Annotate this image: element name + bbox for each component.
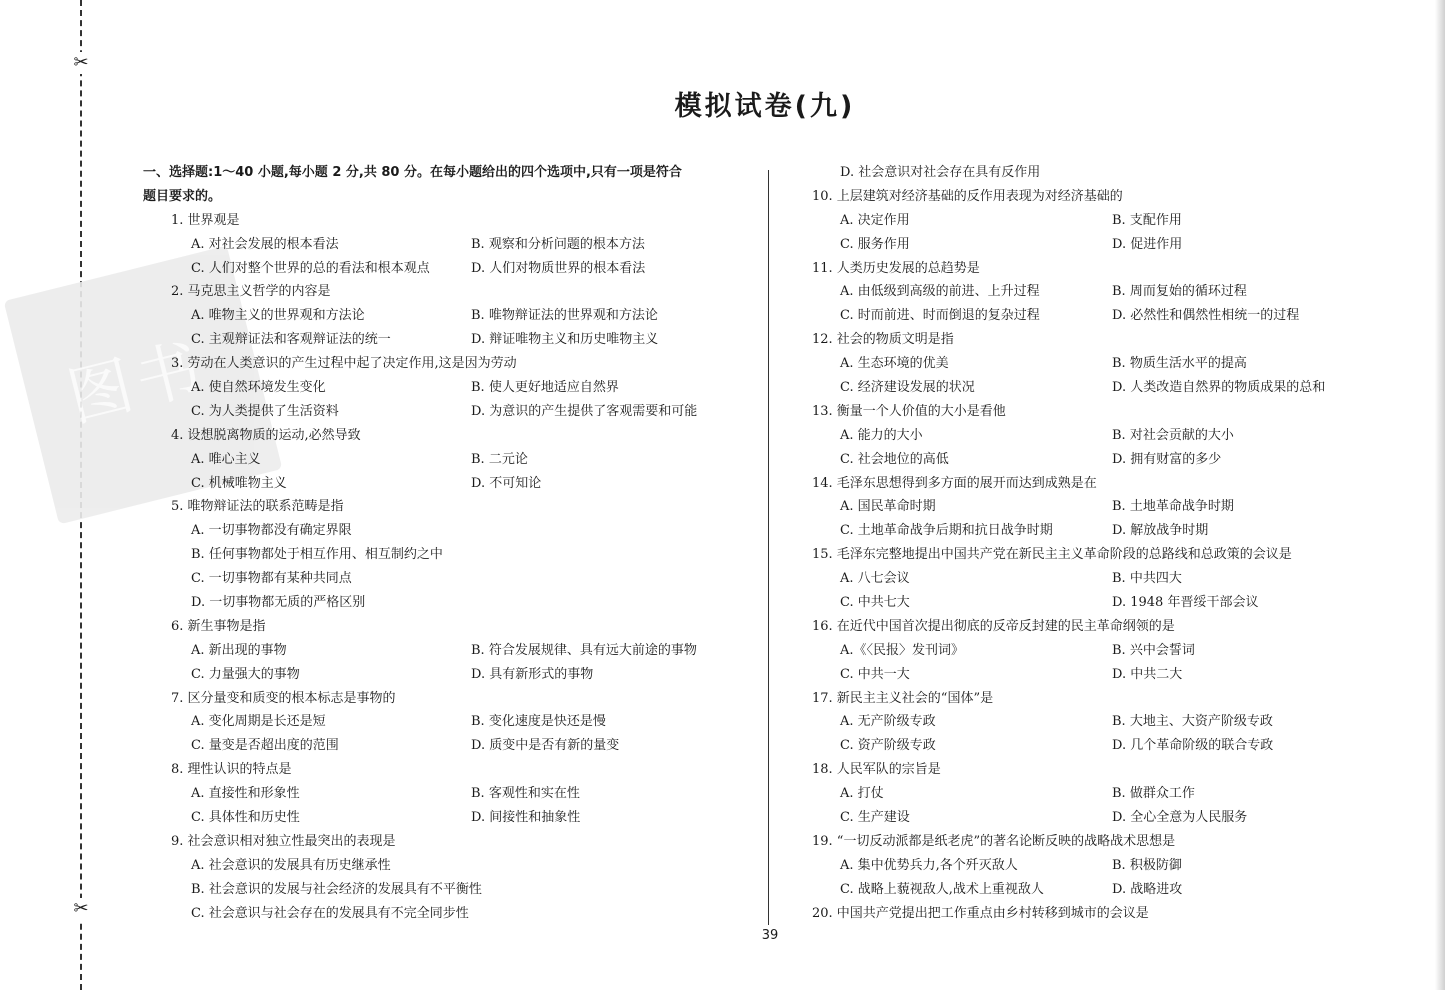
answer-option: A. 由低级到高级的前进、上升过程 — [840, 284, 1040, 300]
answer-option: A. 对社会发展的根本看法 — [191, 236, 339, 252]
answer-option: C. 资产阶级专政 — [840, 738, 936, 754]
answer-option: D. 一切事物都无质的严格区别 — [191, 595, 366, 611]
question-stem: 10. 上层建筑对经济基础的反作用表现为对经济基础的 — [812, 188, 1123, 204]
answer-option: C. 力量强大的事物 — [191, 666, 300, 682]
question-stem: 8. 理性认识的特点是 — [171, 762, 292, 778]
answer-option: B. 物质生活水平的提高 — [1112, 356, 1247, 372]
answer-option: A. 打仗 — [840, 786, 884, 802]
question-stem: 5. 唯物辩证法的联系范畴是指 — [171, 499, 344, 515]
page-number: 39 — [761, 928, 779, 943]
option-row — [812, 854, 1412, 878]
answer-option: C. 生产建设 — [840, 810, 910, 826]
option-row — [812, 519, 1412, 543]
option-row — [143, 233, 763, 257]
answer-option: C. 社会地位的高低 — [840, 451, 949, 467]
question-stem: 19. “一切反动派都是纸老虎”的著名论断反映的战略战术思想是 — [812, 833, 1176, 849]
answer-option: B. 唯物辩证法的世界观和方法论 — [471, 308, 658, 324]
answer-option: A. 国民革命时期 — [840, 499, 936, 515]
option-row — [812, 233, 1412, 257]
answer-option: A. 唯物主义的世界观和方法论 — [191, 308, 365, 324]
answer-option: A. 一切事物都没有确定界限 — [191, 523, 352, 539]
option-row — [143, 472, 763, 496]
answer-option: C. 为人类提供了生活资料 — [191, 403, 339, 419]
question-stem: 6. 新生事物是指 — [171, 618, 266, 634]
question-stem: 20. 中国共产党提出把工作重点由乡村转移到城市的会议是 — [812, 905, 1149, 921]
question-stem: 9. 社会意识相对独立性最突出的表现是 — [171, 833, 396, 849]
answer-option: D. 具有新形式的事物 — [471, 666, 594, 682]
option-row — [812, 304, 1412, 328]
answer-option: D. 人类改造自然界的物质成果的总和 — [1112, 380, 1326, 396]
answer-option: D. 不可知论 — [471, 475, 542, 491]
answer-option: B. 客观性和实在性 — [471, 786, 580, 802]
scissors-icon: ✂ — [70, 898, 92, 920]
answer-option: D. 1948 年晋绥干部会议 — [1112, 595, 1259, 611]
answer-option: D. 必然性和偶然性相统一的过程 — [1112, 308, 1300, 324]
question-stem: 1. 世界观是 — [171, 212, 240, 228]
option-row — [812, 448, 1412, 472]
option-row — [812, 591, 1412, 615]
option-row — [143, 257, 763, 281]
option-row — [812, 663, 1412, 687]
question-stem: 7. 区分量变和质变的根本标志是事物的 — [171, 690, 396, 706]
question-stem: 14. 毛泽东思想得到多方面的展开而达到成熟是在 — [812, 475, 1097, 491]
answer-option: D. 全心全意为人民服务 — [1112, 810, 1248, 826]
answer-option: B. 中共四大 — [1112, 571, 1182, 587]
answer-option: A. 能力的大小 — [840, 427, 923, 443]
answer-option: A. 生态环境的优美 — [840, 356, 949, 372]
option-row — [812, 352, 1412, 376]
answer-option: C. 具体性和历史性 — [191, 810, 300, 826]
question-stem: 16. 在近代中国首次提出彻底的反帝反封建的民主革命纲领的是 — [812, 618, 1175, 634]
option-row — [812, 710, 1412, 734]
answer-option: B. 土地革命战争时期 — [1112, 499, 1234, 515]
option-row — [143, 328, 763, 352]
answer-option: D. 质变中是否有新的量变 — [471, 738, 620, 754]
answer-option: C. 量变是否超出度的范围 — [191, 738, 339, 754]
answer-option: C. 主观辩证法和客观辩证法的统一 — [191, 332, 391, 348]
answer-option: D. 拥有财富的多少 — [1112, 451, 1222, 467]
answer-option: C. 人们对整个世界的总的看法和根本观点 — [191, 260, 430, 276]
option-row — [812, 734, 1412, 758]
answer-option: B. 大地主、大资产阶级专政 — [1112, 714, 1273, 730]
answer-option: A. 集中优势兵力,各个歼灭敌人 — [840, 857, 1018, 873]
answer-option: C. 社会意识与社会存在的发展具有不完全同步性 — [191, 905, 469, 921]
option-row — [812, 280, 1412, 304]
answer-option: B. 任何事物都处于相互作用、相互制约之中 — [191, 547, 443, 563]
section-instruction: 一、选择题:1～40 小题,每小题 2 分,共 80 分。在每小题给出的四个选项中,只有一项是符合 — [143, 165, 682, 180]
option-row — [812, 209, 1412, 233]
question-stem: 18. 人民军队的宗旨是 — [812, 762, 941, 778]
answer-option: A. 新出现的事物 — [191, 642, 287, 658]
scissors-icon: ✂ — [70, 52, 92, 74]
answer-option: A. 使自然环境发生变化 — [191, 380, 326, 396]
answer-option: D. 解放战争时期 — [1112, 523, 1209, 539]
answer-option: A. 决定作用 — [840, 212, 910, 228]
option-row — [812, 639, 1412, 663]
answer-option: B. 社会意识的发展与社会经济的发展具有不平衡性 — [191, 881, 482, 897]
option-row — [143, 376, 763, 400]
answer-option: C. 土地革命战争后期和抗日战争时期 — [840, 523, 1053, 539]
question-stem: 11. 人类历史发展的总趋势是 — [812, 260, 980, 276]
option-row — [143, 663, 763, 687]
column-divider — [768, 170, 769, 925]
option-row — [812, 782, 1412, 806]
answer-option: A. 无产阶级专政 — [840, 714, 936, 730]
question-stem: 17. 新民主主义社会的“国体”是 — [812, 690, 994, 706]
answer-option: C. 机械唯物主义 — [191, 475, 287, 491]
option-row — [143, 448, 763, 472]
answer-option: B. 使人更好地适应自然界 — [471, 380, 619, 396]
answer-option: C. 一切事物都有某种共同点 — [191, 571, 352, 587]
answer-option: A. 变化周期是长还是短 — [191, 714, 326, 730]
option-row — [143, 400, 763, 424]
answer-option: A. 八七会议 — [840, 571, 910, 587]
option-row — [812, 424, 1412, 448]
answer-option: D. 中共二大 — [1112, 666, 1183, 682]
answer-option: D. 社会意识对社会存在具有反作用 — [840, 165, 1041, 180]
answer-option: B. 对社会贡献的大小 — [1112, 427, 1234, 443]
option-row — [143, 806, 763, 830]
answer-option: A. 直接性和形象性 — [191, 786, 300, 802]
answer-option: B. 积极防御 — [1112, 857, 1182, 873]
option-row — [143, 639, 763, 663]
answer-option: C. 中共七大 — [840, 595, 910, 611]
page-edge-shadow — [1435, 0, 1445, 990]
answer-option: A.《〈民报〉发刊词》 — [840, 642, 965, 658]
option-row — [143, 782, 763, 806]
answer-option: D. 为意识的产生提供了客观需要和可能 — [471, 403, 698, 419]
answer-option: D. 促进作用 — [1112, 236, 1183, 252]
option-row — [812, 376, 1412, 400]
answer-option: D. 人们对物质世界的根本看法 — [471, 260, 646, 276]
answer-option: B. 做群众工作 — [1112, 786, 1195, 802]
answer-option: D. 间接性和抽象性 — [471, 810, 581, 826]
option-row — [812, 567, 1412, 591]
question-stem: 2. 马克思主义哲学的内容是 — [171, 284, 331, 300]
option-row — [143, 304, 763, 328]
answer-option: B. 观察和分析问题的根本方法 — [471, 236, 645, 252]
question-stem: 15. 毛泽东完整地提出中国共产党在新民主主义革命阶段的总路线和总政策的会议是 — [812, 547, 1292, 563]
answer-option: C. 时而前进、时而倒退的复杂过程 — [840, 308, 1040, 324]
answer-option: B. 支配作用 — [1112, 212, 1182, 228]
answer-option: C. 战略上藐视敌人,战术上重视敌人 — [840, 881, 1044, 897]
answer-option: D. 几个革命阶级的联合专政 — [1112, 738, 1274, 754]
option-row — [812, 806, 1412, 830]
answer-option: D. 辩证唯物主义和历史唯物主义 — [471, 332, 659, 348]
right-column — [812, 161, 1412, 926]
answer-option: C. 中共一大 — [840, 666, 910, 682]
section-instruction: 题目要求的。 — [143, 188, 222, 204]
answer-option: C. 经济建设发展的状况 — [840, 380, 975, 396]
answer-option: C. 服务作用 — [840, 236, 910, 252]
answer-option: A. 唯心主义 — [191, 451, 261, 467]
page-title: 模拟试卷(九) — [674, 91, 856, 122]
answer-option: A. 社会意识的发展具有历史继承性 — [191, 857, 391, 873]
answer-option: B. 兴中会誓词 — [1112, 642, 1195, 658]
answer-option: D. 战略进攻 — [1112, 881, 1183, 897]
answer-option: B. 周而复始的循环过程 — [1112, 284, 1247, 300]
question-stem: 12. 社会的物质文明是指 — [812, 332, 954, 348]
left-column — [143, 161, 763, 926]
option-row — [812, 878, 1412, 902]
question-stem: 13. 衡量一个人价值的大小是看他 — [812, 403, 1006, 419]
question-stem: 4. 设想脱离物质的运动,必然导致 — [171, 427, 361, 443]
option-row — [143, 710, 763, 734]
question-stem: 3. 劳动在人类意识的产生过程中起了决定作用,这是因为劳动 — [171, 356, 517, 372]
answer-option: B. 符合发展规律、具有远大前途的事物 — [471, 642, 697, 658]
answer-option: B. 变化速度是快还是慢 — [471, 714, 606, 730]
option-row — [143, 734, 763, 758]
option-row — [812, 495, 1412, 519]
watermark-stamp: 图书 — [4, 246, 283, 525]
answer-option: B. 二元论 — [471, 451, 528, 467]
